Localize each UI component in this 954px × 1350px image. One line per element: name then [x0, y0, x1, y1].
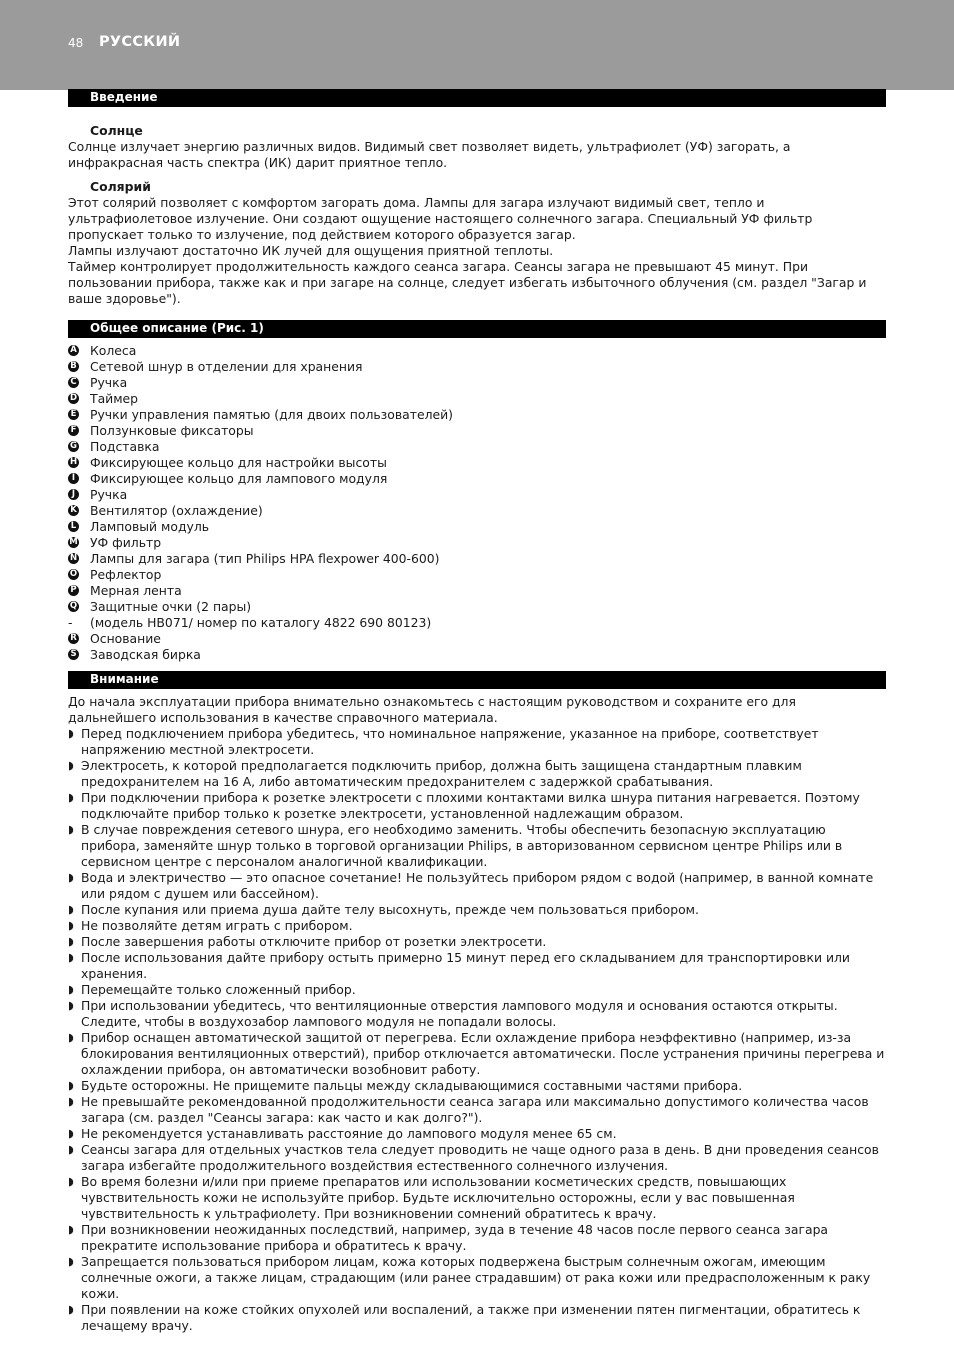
circled-letter-icon: O: [69, 569, 78, 579]
parts-list-item-text: Колеса: [90, 343, 137, 358]
parts-list-item-text: Сетевой шнур в отделении для хранения: [90, 359, 363, 374]
parts-list-item: [68, 343, 886, 359]
parts-list-item: [68, 583, 886, 599]
warning-list-item-text: При появлении на коже стойких опухолей или воспалений, а также при изменении пятен пигментации, обратитесь к лечащему врачу.: [81, 1302, 861, 1333]
warning-list-item: [68, 1094, 886, 1126]
parts-list-item: [68, 359, 886, 375]
parts-list-item-text: Лампы для загара (тип Philips HPA flexpower 400-600): [90, 551, 440, 566]
warning-list-item: [68, 758, 886, 790]
section-heading-description: Общее описание (Рис. 1): [68, 320, 886, 338]
circled-letter-icon: P: [68, 585, 79, 596]
circled-letter-icon: B: [68, 361, 79, 372]
circled-letter-icon: Q: [69, 601, 78, 611]
warning-list-item-text: При подключении прибора к розетке электросети с плохими контактами вилка шнура питания нагревается. Поэтому подключайте прибор только к розетке электросети, установленной надлежащим образом.: [81, 790, 860, 821]
bullet-icon: ◗: [68, 871, 74, 884]
warning-list-item-text: Электросеть, к которой предполагается подключить прибор, должна быть защищена стандартным плавким предохранителем на 16 А, либо автоматическим предохранителем с задержкой срабатывания.: [81, 758, 802, 789]
warning-list-item: [68, 790, 886, 822]
warning-list-item: [68, 982, 886, 998]
parts-list-item-text: Фиксирующее кольцо для лампового модуля: [90, 471, 388, 486]
warning-list-item: [68, 1078, 886, 1094]
bullet-icon: ◗: [68, 935, 74, 948]
warning-list-item-text: Прибор оснащен автоматической защитой от перегрева. Если охлаждение прибора неэффективно (например, из-за блокирования вентиляционных отверстий), прибор отключается автоматически. После устранения причины перегрева и охлаждении прибора, он автоматически возобновит работу.: [81, 1030, 885, 1077]
page-number: 48: [68, 36, 84, 50]
bullet-icon: ◗: [68, 1303, 74, 1316]
warning-list-item: [68, 1174, 886, 1222]
page-content: [68, 89, 886, 1334]
paragraph-sun: Солнце излучает энергию различных видов. Видимый свет позволяет видеть, ультрафиолет (УФ) загорать, а инфракрасная часть спектра (ИК) дарит приятное тепло.: [68, 139, 791, 170]
circled-letter-icon: N: [69, 553, 78, 563]
warning-list-item: [68, 950, 886, 982]
bullet-icon: ◗: [68, 1095, 74, 1108]
parts-list-item: [68, 423, 886, 439]
warning-list-item-text: Во время болезни и/или при приеме препаратов или использовании косметических средств, повышающих чувствительность кожи не используйте прибор. Будьте исключительно осторожны, если у вас повышенная чувствительность к ультрафиолету. При возникновении сомнений обратитесь к врачу.: [81, 1174, 795, 1221]
parts-list-item-text: Ручка: [90, 375, 128, 390]
warning-list-item-text: После купания или приема душа дайте телу высохнуть, прежде чем пользоваться прибором.: [81, 902, 699, 917]
bullet-icon: ◗: [68, 1143, 74, 1156]
parts-list-item-text: Рефлектор: [90, 567, 162, 582]
bullet-icon: ◗: [68, 1127, 74, 1140]
parts-list-item: [68, 455, 886, 471]
parts-list-item-text: Ручки управления памятью (для двоих пользователей): [90, 407, 453, 422]
parts-list-item-text: УФ фильтр: [90, 535, 162, 550]
circled-letter-icon: A: [68, 345, 79, 356]
parts-list-item-text: Фиксирующее кольцо для настройки высоты: [90, 455, 387, 470]
warning-list-item-text: Будьте осторожны. Не прищемите пальцы между складывающимися составными частями прибора.: [81, 1078, 743, 1093]
paragraph-solarium-2: Лампы излучают достаточно ИК лучей для ощущения приятной теплоты.: [68, 243, 554, 258]
bullet-icon: ◗: [68, 823, 74, 836]
bullet-icon: ◗: [68, 951, 74, 964]
section-heading-intro: Введение: [68, 89, 886, 107]
circled-letter-icon: J: [68, 489, 79, 500]
warning-list-item-text: Перед подключением прибора убедитесь, что номинальное напряжение, указанное на приборе, соответствует напряжению местной электросети.: [81, 726, 819, 757]
parts-list-item-text: Подставка: [90, 439, 160, 454]
warning-list-item: [68, 1254, 886, 1302]
warning-list-item: [68, 870, 886, 902]
circled-letter-icon: D: [69, 393, 78, 403]
warning-list-item-text: Не позволяйте детям играть с прибором.: [81, 918, 353, 933]
circled-letter-icon: G: [68, 441, 79, 452]
parts-list-item: [68, 407, 886, 423]
bullet-icon: ◗: [68, 791, 74, 804]
warning-list-item-text: При использовании убедитесь, что вентиляционные отверстия лампового модуля и основания остаются открыты. Следите, чтобы в воздухозабор лампового модуля не попадали волосы.: [81, 998, 838, 1029]
circled-letter-icon: R: [68, 633, 79, 644]
warning-list-item: [68, 822, 886, 870]
warning-list-item: [68, 726, 886, 758]
bullet-icon: ◗: [68, 983, 74, 996]
paragraph-solarium-1: Этот солярий позволяет с комфортом загорать дома. Лампы для загара излучают видимый свет, тепло и ультрафиолетовое излучение. Они создают ощущение настоящего солнечного загара. Специальный УФ фильтр пропускает только то излучение, под действием которого образуется загар.: [68, 195, 813, 242]
warning-list-item-text: В случае повреждения сетевого шнура, его необходимо заменить. Чтобы обеспечить безопасную эксплуатацию прибора, заменяйте шнур только в торговой организации Philips, в авторизованном сервисном центре Philips или в сервисном центре с персоналом аналогичной квалификации.: [81, 822, 843, 869]
circled-letter-icon: I: [68, 473, 79, 484]
bullet-icon: ◗: [68, 1031, 74, 1044]
parts-list-item: [68, 487, 886, 503]
circled-letter-icon: K: [68, 505, 79, 516]
bullet-icon: ◗: [68, 727, 74, 740]
parts-list-item-text: Ползунковые фиксаторы: [90, 423, 254, 438]
warning-list-item: [68, 902, 886, 918]
parts-list-item-text: Мерная лента: [90, 583, 182, 598]
parts-list-item: [68, 551, 886, 567]
warning-list-item: [68, 1222, 886, 1254]
subheading-solarium: Солярий: [90, 179, 151, 194]
parts-list-item-text: Основание: [90, 631, 161, 646]
parts-list-item-text: Защитные очки (2 пары): [90, 599, 252, 614]
warning-list-item-text: Не превышайте рекомендованной продолжительности сеанса загара или максимально допустимого количества часов загара (см. раздел "Сеансы загара: как часто и как долго?").: [81, 1094, 869, 1125]
parts-list-item: [68, 631, 886, 647]
parts-list-item: [68, 519, 886, 535]
parts-list-item-text: Ламповый модуль: [90, 519, 210, 534]
parts-list-item: [68, 535, 886, 551]
warning-list-item: [68, 918, 886, 934]
circled-letter-icon: F: [68, 425, 79, 436]
parts-list-item: [68, 567, 886, 583]
paragraph-warning-intro: До начала эксплуатации прибора внимательно ознакомьтесь с настоящим руководством и сохраните его для дальнейшего использования в качестве справочного материала.: [68, 694, 796, 725]
parts-list-item: [68, 439, 886, 455]
bullet-icon: ◗: [68, 903, 74, 916]
parts-list: [68, 343, 886, 663]
parts-list-item: [68, 615, 886, 631]
bullet-icon: ◗: [68, 1079, 74, 1092]
paragraph-solarium-3: Таймер контролирует продолжительность каждого сеанса загара. Сеансы загара не превышают 45 минут. При пользовании прибора, также как и при загаре на солнце, следует избегать избыточного облучения (см. раздел "Загар и ваше здоровье").: [68, 259, 867, 306]
bullet-icon: ◗: [68, 1175, 74, 1188]
warning-list-item-text: После использования дайте прибору остыть примерно 15 минут перед его складыванием для транспортировки или хранения.: [81, 950, 850, 981]
parts-list-item: [68, 375, 886, 391]
warning-list-item-text: Перемещайте только сложенный прибор.: [81, 982, 356, 997]
circled-letter-icon: H: [69, 457, 78, 467]
warning-list-item: [68, 1302, 886, 1334]
parts-list-item: [68, 503, 886, 519]
parts-list-item: [68, 647, 886, 663]
circled-letter-icon: M: [69, 537, 78, 547]
bullet-icon: ◗: [68, 919, 74, 932]
page-header-band: [0, 0, 954, 90]
parts-list-item: [68, 391, 886, 407]
warning-list-item: [68, 1030, 886, 1078]
circled-letter-icon: C: [68, 377, 79, 388]
warning-list-item-text: После завершения работы отключите прибор от розетки электросети.: [81, 934, 547, 949]
warning-list-item-text: Не рекомендуется устанавливать расстояние до лампового модуля менее 65 см.: [81, 1126, 617, 1141]
circled-letter-icon: E: [68, 409, 79, 420]
parts-list-item-text: Вентилятор (охлаждение): [90, 503, 263, 518]
warning-list-item: [68, 1126, 886, 1142]
warning-list-item: [68, 1142, 886, 1174]
circled-letter-icon: S: [68, 649, 79, 660]
bullet-icon: ◗: [68, 1223, 74, 1236]
bullet-icon: ◗: [68, 759, 74, 772]
parts-list-item-text: (модель HB071/ номер по каталогу 4822 690 80123): [90, 615, 432, 630]
warning-list-item-text: Вода и электричество — это опасное сочетание! Не пользуйтесь прибором рядом с водой (например, в ванной комнате или рядом с душем или бассейном).: [81, 870, 874, 901]
warning-list-item: [68, 998, 886, 1030]
parts-list-item-text: Ручка: [90, 487, 128, 502]
parts-list-item: [68, 599, 886, 615]
warning-list: [68, 726, 886, 1334]
warning-list-item: [68, 934, 886, 950]
bullet-icon: ◗: [68, 1255, 74, 1268]
parts-list-item-text: Таймер: [90, 391, 139, 406]
parts-list-item: [68, 471, 886, 487]
language-title: РУССКИЙ: [99, 34, 181, 50]
bullet-icon: ◗: [68, 999, 74, 1012]
warning-list-item-text: Запрещается пользоваться прибором лицам, кожа которых подвержена быстрым солнечным ожогам, имеющим солнечные ожоги, а также лицам, страдающим (или ранее страдавшим) от рака кожи или предрасположенным к раку кожи.: [81, 1254, 871, 1301]
section-heading-warning: Внимание: [68, 671, 886, 689]
subheading-sun: Солнце: [90, 123, 143, 138]
list-dash-marker: -: [68, 615, 73, 630]
parts-list-item-text: Заводская бирка: [90, 647, 201, 662]
circled-letter-icon: L: [68, 521, 79, 532]
warning-list-item-text: Сеансы загара для отдельных участков тела следует проводить не чаще одного раза в день. В дни проведения сеансов загара избегайте продолжительного воздействия естественного солнечного излучения.: [81, 1142, 879, 1173]
warning-list-item-text: При возникновении неожиданных последствий, например, зуда в течение 48 часов после первого сеанса загара прекратите использование прибора и обратитесь к врачу.: [81, 1222, 829, 1253]
